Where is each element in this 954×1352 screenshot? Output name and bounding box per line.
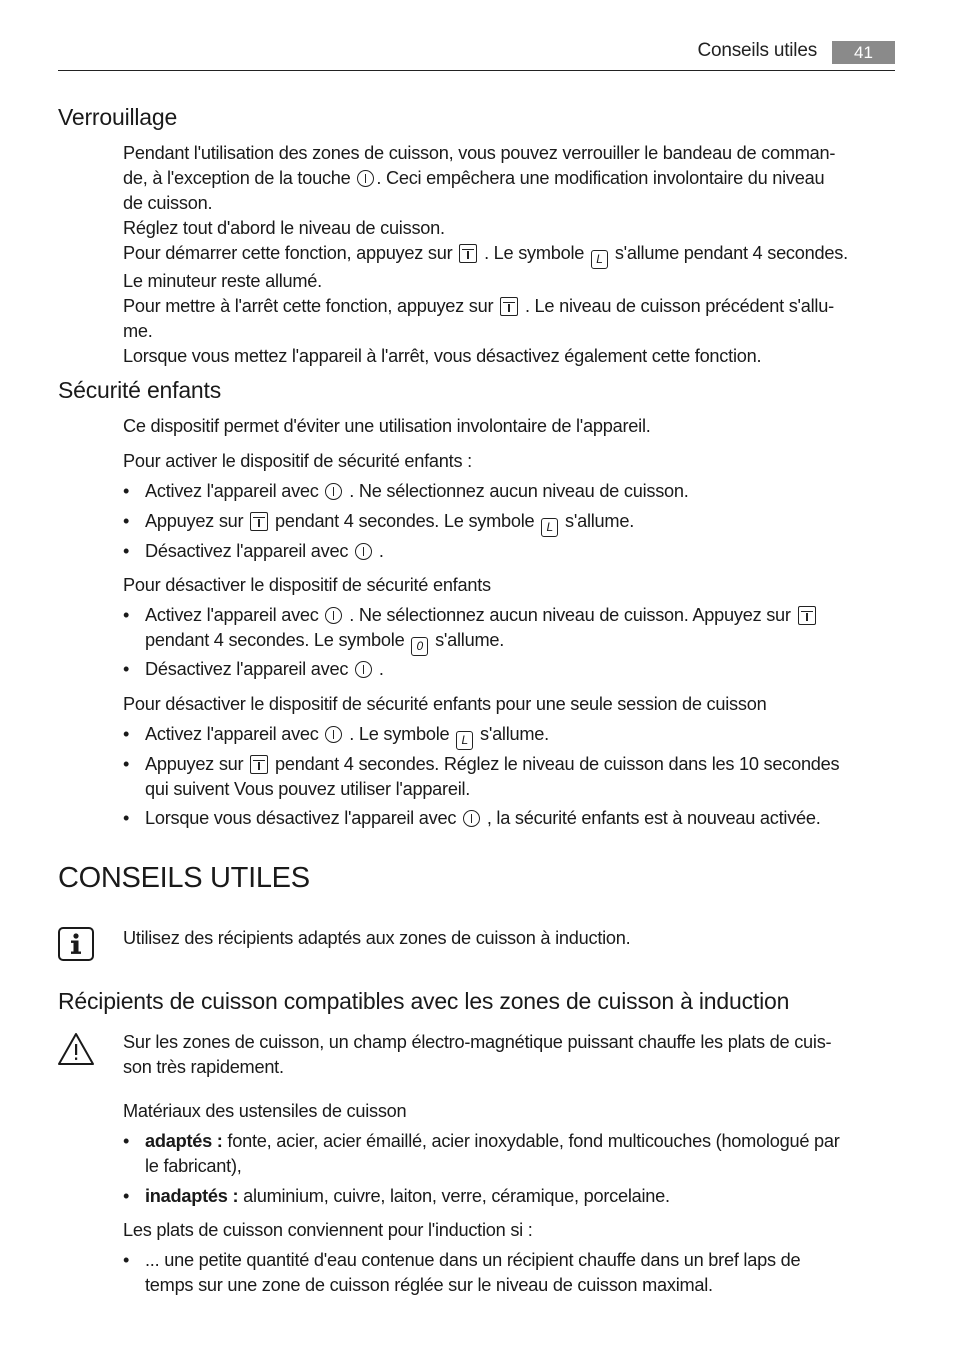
securite-intro: Ce dispositif permet d'éviter une utilisation involontaire de l'appareil. bbox=[123, 416, 651, 436]
plats-title: Les plats de cuisson conviennent pour l'induction si : bbox=[123, 1220, 533, 1240]
warning-icon bbox=[57, 1031, 95, 1067]
power-icon bbox=[325, 483, 342, 500]
activate-title: Pour activer le dispositif de sécurité enfants : bbox=[123, 451, 472, 471]
lock-key-icon bbox=[250, 755, 268, 774]
lock-key-icon bbox=[798, 606, 816, 625]
list-item: • Activez l'appareil avec . Ne sélectionnez aucun niveau de cuisson. Appuyez sur pendant 4 secondes. Le symbole 0 s'allume. bbox=[123, 603, 898, 656]
text-line: Réglez tout d'abord le niveau de cuisson. bbox=[123, 218, 445, 238]
section-heading-recipients: Récipients de cuisson compatibles avec les zones de cuisson à induction bbox=[58, 988, 790, 1014]
power-icon bbox=[325, 607, 342, 624]
text-line: Lorsque vous mettez l'appareil à l'arrêt, vous désactivez également cette fonction. bbox=[123, 346, 762, 366]
section-heading-securite: Sécurité enfants bbox=[58, 377, 222, 403]
lock-key-icon bbox=[459, 244, 477, 263]
power-icon bbox=[357, 170, 374, 187]
text-line: de cuisson. bbox=[123, 193, 213, 213]
list-item: • Activez l'appareil avec . Le symbole L s'allume. bbox=[123, 722, 898, 750]
power-icon bbox=[355, 661, 372, 678]
lock-symbol-icon: L bbox=[591, 250, 608, 269]
list-item: • Lorsque vous désactivez l'appareil avec , la sécurité enfants est à nouveau activée. bbox=[123, 808, 821, 828]
text-line: de, à l'exception de la touche . Ceci empêchera une modification involontaire du niveau bbox=[123, 168, 825, 188]
list-item: • Appuyez sur pendant 4 secondes. Le symbole L s'allume. bbox=[123, 509, 898, 537]
list-item: • adaptés : fonte, acier, acier émaillé, acier inoxydable, fond multicouches (homologué par le fabricant), bbox=[123, 1131, 840, 1176]
text-line: me. bbox=[123, 321, 153, 341]
header-title: Conseils utiles bbox=[697, 40, 817, 61]
warning-text: Sur les zones de cuisson, un champ électro-magnétique puissant chauffe les plats de cuis- son très rapidement. bbox=[123, 1032, 832, 1077]
materials-title: Matériaux des ustensiles de cuisson bbox=[123, 1101, 407, 1121]
page-number: 41 bbox=[832, 41, 895, 64]
verrouillage-text bbox=[123, 141, 898, 369]
text-line: Le minuteur reste allumé. bbox=[123, 271, 322, 291]
zero-symbol-icon: 0 bbox=[411, 637, 428, 656]
list-item: • ... une petite quantité d'eau contenue dans un récipient chauffe dans un bref laps de temps sur une zone de cuisson réglée sur le niveau de cuisson maximal. bbox=[123, 1250, 801, 1295]
info-text: Utilisez des récipients adaptés aux zones de cuisson à induction. bbox=[123, 928, 631, 948]
text-line: Pour démarrer cette fonction, appuyez sur . Le symbole L s'allume pendant 4 secondes. bbox=[123, 241, 898, 269]
section-heading-verrouillage: Verrouillage bbox=[58, 104, 178, 130]
list-item: • Activez l'appareil avec . Ne sélectionnez aucun niveau de cuisson. bbox=[123, 481, 689, 501]
text-line: Pour mettre à l'arrêt cette fonction, appuyez sur . Le niveau de cuisson précédent s'allu- bbox=[123, 296, 834, 316]
session-title: Pour désactiver le dispositif de sécurité enfants pour une seule session de cuisson bbox=[123, 694, 767, 714]
list-item: • inadaptés : aluminium, cuivre, laiton, verre, céramique, porcelaine. bbox=[123, 1186, 670, 1206]
lock-key-icon bbox=[500, 297, 518, 316]
info-icon bbox=[58, 927, 94, 961]
power-icon bbox=[463, 810, 480, 827]
list-item: • Appuyez sur pendant 4 secondes. Réglez le niveau de cuisson dans les 10 secondes qui suivent Vous pouvez utiliser l'appareil. bbox=[123, 754, 840, 799]
power-icon bbox=[325, 726, 342, 743]
lock-symbol-icon: L bbox=[541, 518, 558, 537]
deactivate-title: Pour désactiver le dispositif de sécurité enfants bbox=[123, 575, 491, 595]
list-item: • Désactivez l'appareil avec . bbox=[123, 659, 384, 679]
list-item: • Désactivez l'appareil avec . bbox=[123, 541, 384, 561]
chapter-heading: CONSEILS UTILES bbox=[58, 862, 310, 894]
page-header bbox=[58, 36, 895, 71]
power-icon bbox=[355, 543, 372, 560]
text-line: Pendant l'utilisation des zones de cuisson, vous pouvez verrouiller le bandeau de comman- bbox=[123, 143, 836, 163]
lock-key-icon bbox=[250, 512, 268, 531]
lock-symbol-icon: L bbox=[456, 731, 473, 750]
